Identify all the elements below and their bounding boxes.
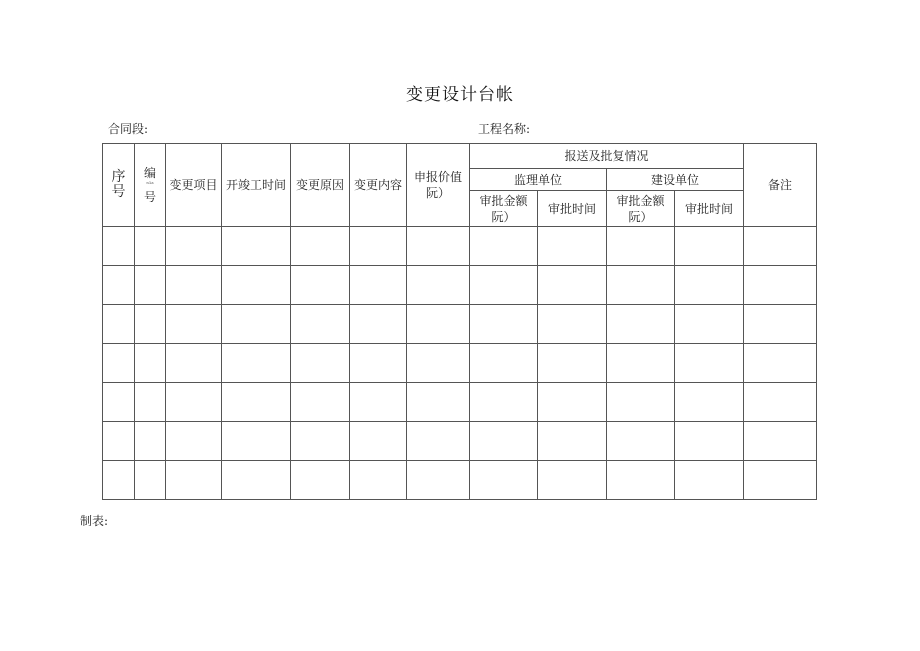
table-cell[interactable]: [166, 422, 222, 461]
table-cell[interactable]: [103, 422, 135, 461]
table-cell[interactable]: [135, 461, 166, 500]
table-cell[interactable]: [350, 305, 407, 344]
header-supervisor-amount-line1: 审批金额: [479, 193, 528, 208]
table-cell[interactable]: [166, 383, 222, 422]
table-row: [103, 227, 817, 266]
table-cell[interactable]: [470, 461, 538, 500]
table-cell[interactable]: [744, 266, 817, 305]
change-design-ledger-table: [102, 143, 817, 500]
table-cell[interactable]: [350, 461, 407, 500]
table-cell[interactable]: [103, 383, 135, 422]
header-construction-unit: 建设单位: [607, 169, 744, 191]
header-start-end-time: 开竣工时间: [222, 144, 291, 227]
table-cell[interactable]: [470, 305, 538, 344]
table-row: [103, 422, 817, 461]
header-declared-value-line1: 申报价值: [413, 170, 462, 184]
table-cell[interactable]: [538, 227, 607, 266]
table-cell[interactable]: [350, 344, 407, 383]
ledger-body: [103, 227, 817, 500]
header-supervisor-amount-line2: 阮）: [491, 209, 516, 224]
table-cell[interactable]: [470, 383, 538, 422]
table-cell[interactable]: [166, 266, 222, 305]
header-construction-amount-line1: 审批金额: [616, 193, 665, 208]
header-seq-line1: 序: [111, 169, 126, 185]
table-cell[interactable]: [135, 383, 166, 422]
table-cell[interactable]: [291, 461, 350, 500]
table-cell[interactable]: [103, 266, 135, 305]
header-submit-group: 报送及批复情况: [470, 144, 744, 169]
table-cell[interactable]: [607, 422, 675, 461]
header-change-reason: 变更原因: [291, 144, 350, 227]
header-supervisor-unit: 监理单位: [470, 169, 607, 191]
header-declared-value: [407, 144, 470, 227]
header-code: [135, 144, 166, 227]
table-cell[interactable]: [607, 383, 675, 422]
header-code-line2: 号: [143, 190, 156, 204]
table-cell[interactable]: [350, 422, 407, 461]
table-cell[interactable]: [222, 461, 291, 500]
table-cell[interactable]: [291, 344, 350, 383]
table-cell[interactable]: [538, 266, 607, 305]
table-cell[interactable]: [607, 305, 675, 344]
table-cell[interactable]: [744, 461, 817, 500]
table-cell[interactable]: [350, 227, 407, 266]
table-cell[interactable]: [538, 305, 607, 344]
table-cell[interactable]: [291, 266, 350, 305]
table-cell[interactable]: [407, 305, 470, 344]
table-cell[interactable]: [675, 383, 744, 422]
header-declared-value-line2: 阮）: [425, 186, 450, 200]
table-cell[interactable]: [135, 344, 166, 383]
table-cell[interactable]: [470, 344, 538, 383]
table-row: [103, 383, 817, 422]
table-cell[interactable]: [744, 305, 817, 344]
table-cell[interactable]: [222, 383, 291, 422]
header-construction-amount-line2: 阮）: [628, 209, 653, 224]
header-code-line1: 编: [143, 166, 156, 180]
table-cell[interactable]: [103, 344, 135, 383]
header-change-content: 变更内容: [350, 144, 407, 227]
table-cell[interactable]: [291, 227, 350, 266]
header-code-mid: ⁿ¹ᵃ: [146, 181, 154, 188]
table-cell[interactable]: [222, 422, 291, 461]
table-cell[interactable]: [291, 383, 350, 422]
table-cell[interactable]: [538, 461, 607, 500]
project-name-label: 工程名称:: [478, 122, 531, 136]
table-cell[interactable]: [103, 461, 135, 500]
table-cell[interactable]: [675, 227, 744, 266]
table-cell[interactable]: [470, 266, 538, 305]
table-cell[interactable]: [675, 305, 744, 344]
table-cell[interactable]: [135, 266, 166, 305]
table-cell[interactable]: [103, 227, 135, 266]
table-cell[interactable]: [407, 383, 470, 422]
table-cell[interactable]: [291, 305, 350, 344]
table-cell[interactable]: [222, 344, 291, 383]
table-cell[interactable]: [744, 227, 817, 266]
table-cell[interactable]: [166, 305, 222, 344]
table-cell[interactable]: [538, 383, 607, 422]
table-cell[interactable]: [744, 422, 817, 461]
header-change-item: 变更项目: [166, 144, 222, 227]
table-cell[interactable]: [407, 344, 470, 383]
table-maker-label: 制表:: [80, 514, 109, 528]
table-cell[interactable]: [675, 344, 744, 383]
table-cell[interactable]: [607, 461, 675, 500]
document-title: 变更设计台帐: [406, 85, 514, 105]
table-cell[interactable]: [607, 266, 675, 305]
table-cell[interactable]: [135, 227, 166, 266]
table-cell[interactable]: [538, 344, 607, 383]
table-cell[interactable]: [135, 422, 166, 461]
table-cell[interactable]: [470, 227, 538, 266]
table-cell[interactable]: [166, 344, 222, 383]
table-cell[interactable]: [607, 344, 675, 383]
table-cell[interactable]: [407, 422, 470, 461]
table-cell[interactable]: [222, 305, 291, 344]
table-row: [103, 344, 817, 383]
table-cell[interactable]: [607, 227, 675, 266]
table-cell[interactable]: [166, 227, 222, 266]
table-cell[interactable]: [407, 266, 470, 305]
header-seq-line2: 号: [111, 184, 126, 200]
table-cell[interactable]: [291, 422, 350, 461]
table-cell[interactable]: [407, 227, 470, 266]
header-construction-approved-amount: [607, 191, 675, 227]
table-row: [103, 461, 817, 500]
table-cell[interactable]: [103, 305, 135, 344]
table-cell[interactable]: [166, 461, 222, 500]
table-cell[interactable]: [744, 344, 817, 383]
header-supervisor-approved-amount: [470, 191, 538, 227]
table-cell[interactable]: [538, 422, 607, 461]
header-remarks: 备注: [744, 144, 817, 227]
table-cell[interactable]: [135, 305, 166, 344]
header-supervisor-approved-time: 审批时间: [538, 191, 607, 227]
contract-section-label: 合同段:: [108, 122, 149, 136]
table-cell[interactable]: [222, 227, 291, 266]
table-cell[interactable]: [470, 422, 538, 461]
table-cell[interactable]: [675, 461, 744, 500]
table-cell[interactable]: [675, 266, 744, 305]
header-construction-approved-time: 审批时间: [675, 191, 744, 227]
header-seq: [103, 144, 135, 227]
table-cell[interactable]: [222, 266, 291, 305]
table-cell[interactable]: [350, 383, 407, 422]
table-row: [103, 305, 817, 344]
table-cell[interactable]: [744, 383, 817, 422]
table-cell[interactable]: [675, 422, 744, 461]
table-cell[interactable]: [407, 461, 470, 500]
table-row: [103, 266, 817, 305]
table-cell[interactable]: [350, 266, 407, 305]
